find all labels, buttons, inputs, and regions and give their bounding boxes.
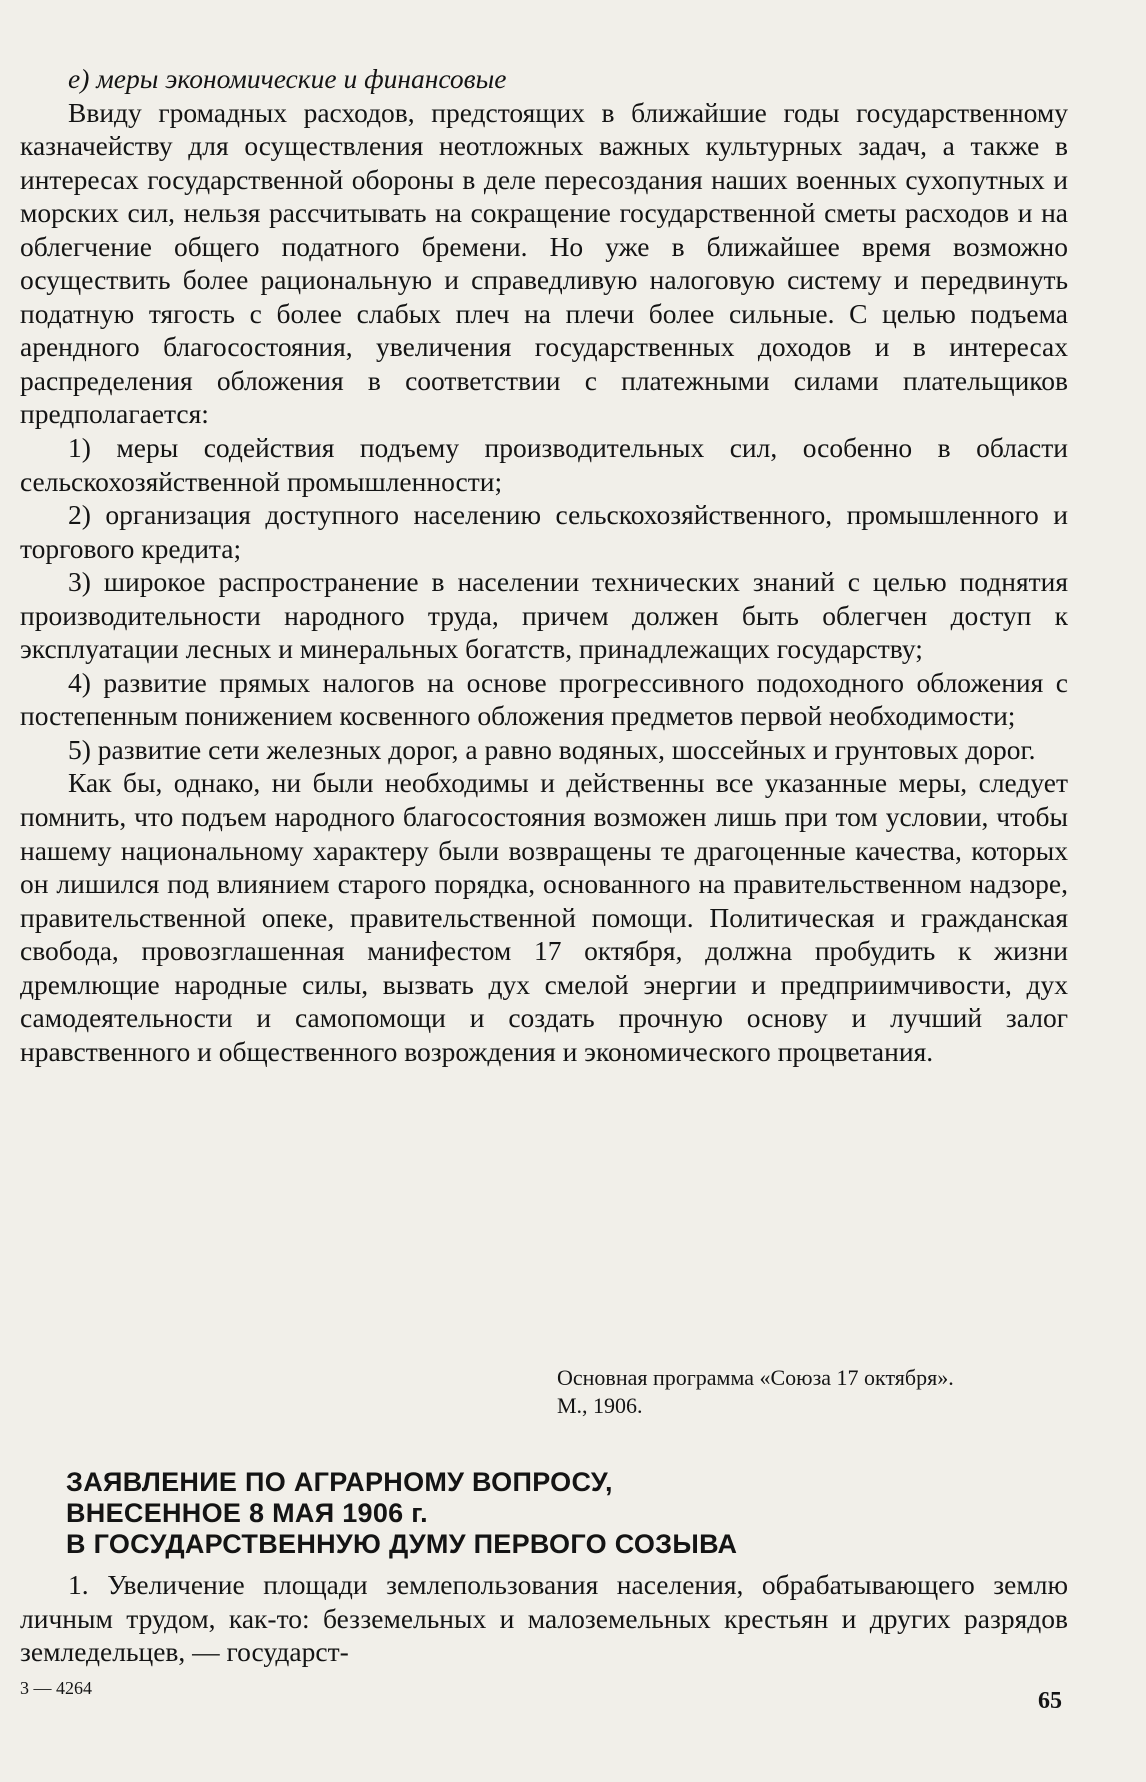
source-citation <box>557 1364 954 1420</box>
heading-line-1: ЗАЯВЛЕНИЕ ПО АГРАРНОМУ ВОПРОСУ, <box>66 1467 613 1497</box>
section-title-text: меры экономические и финансовые <box>96 63 507 94</box>
list-item-1: 1) меры содействия подъему производительных сил, особенно в области сельскохозяйственной промышленности; <box>20 432 1068 497</box>
printer-signature: 3 — 4264 <box>20 1678 92 1698</box>
section-title <box>20 62 1068 96</box>
paragraph-conclusion: Как бы, однако, ни были необходимы и действенны все указанные меры, следует помнить, что подъем народного благосостояния возможен лишь при том условии, чтобы нашему национальному характеру были возвращены те драгоценные качества, которых он лишился под влиянием старого порядка, основанного на правительственном надзоре, правительственной опеке, правительственной помощи. Политическая и гражданская свобода, провозглашенная манифестом 17 октября, должна пробудить к жизни дремлющие народные силы, вызвать дух смелой энергии и предприимчивости, дух самодеятельности и самопомощи и создать прочную основу и лучший залог нравственного и общественного возрождения и экономического процветания. <box>20 767 1068 1067</box>
heading-line-2: ВНЕСЕННОЕ 8 МАЯ 1906 г. <box>66 1498 428 1528</box>
declaration-text-block <box>20 1568 1068 1669</box>
list-item-5: 5) развитие сети железных дорог, а равно водяных, шоссейных и грунтовых дорог. <box>68 733 1036 765</box>
main-text-block <box>20 62 1068 1068</box>
paragraph-intro: Ввиду громадных расходов, предстоящих в ближайшие годы государственному казначейству для осуществления неотложных важных культурных задач, а также в интересах государственной обороны в деле пересоздания наших военных сухопутных и морских сил, нельзя рассчитывать на сокращение государственной сметы расходов и на облегчение общего податного бремени. Но уже в ближайшее время возможно осуществить более рациональную и справедливую налоговую систему и передвинуть податную тягость с более слабых плеч на плечи более сильные. С целью подъема арендного благосостояния, увеличения государственных доходов и в интересах распределения обложения в соответствии с платежными силами плательщиков предполагается: <box>20 96 1068 430</box>
section-heading <box>66 1467 926 1560</box>
source-line-2: М., 1906. <box>557 1393 643 1418</box>
list-item-2: 2) организация доступного населению сельскохозяйственного, промышленного и торгового кредита; <box>20 499 1068 564</box>
list-item-4: 4) развитие прямых налогов на основе прогрессивного подоходного обложения с постепенным понижением косвенного обложения предметов первой необходимости; <box>20 666 1068 732</box>
source-line-1: Основная программа «Союза 17 октября». <box>557 1365 954 1390</box>
page-number: 65 <box>1038 1688 1062 1714</box>
declaration-item-1: 1. Увеличение площади землепользования населения, обрабатывающего землю личным трудом, как-то: безземельных и малоземельных крестьян и других разрядов земледельцев, — государст- <box>20 1569 1068 1668</box>
section-label: е) <box>68 63 90 94</box>
heading-line-3: В ГОСУДАРСТВЕННУЮ ДУМУ ПЕРВОГО СОЗЫВА <box>66 1529 738 1559</box>
list-item-3: 3) широкое распространение в населении технических знаний с целью поднятия производительности народного труда, причем должен быть облегчен доступ к эксплуатации лесных и минеральных богатств, принадлежащих государству; <box>20 566 1068 665</box>
